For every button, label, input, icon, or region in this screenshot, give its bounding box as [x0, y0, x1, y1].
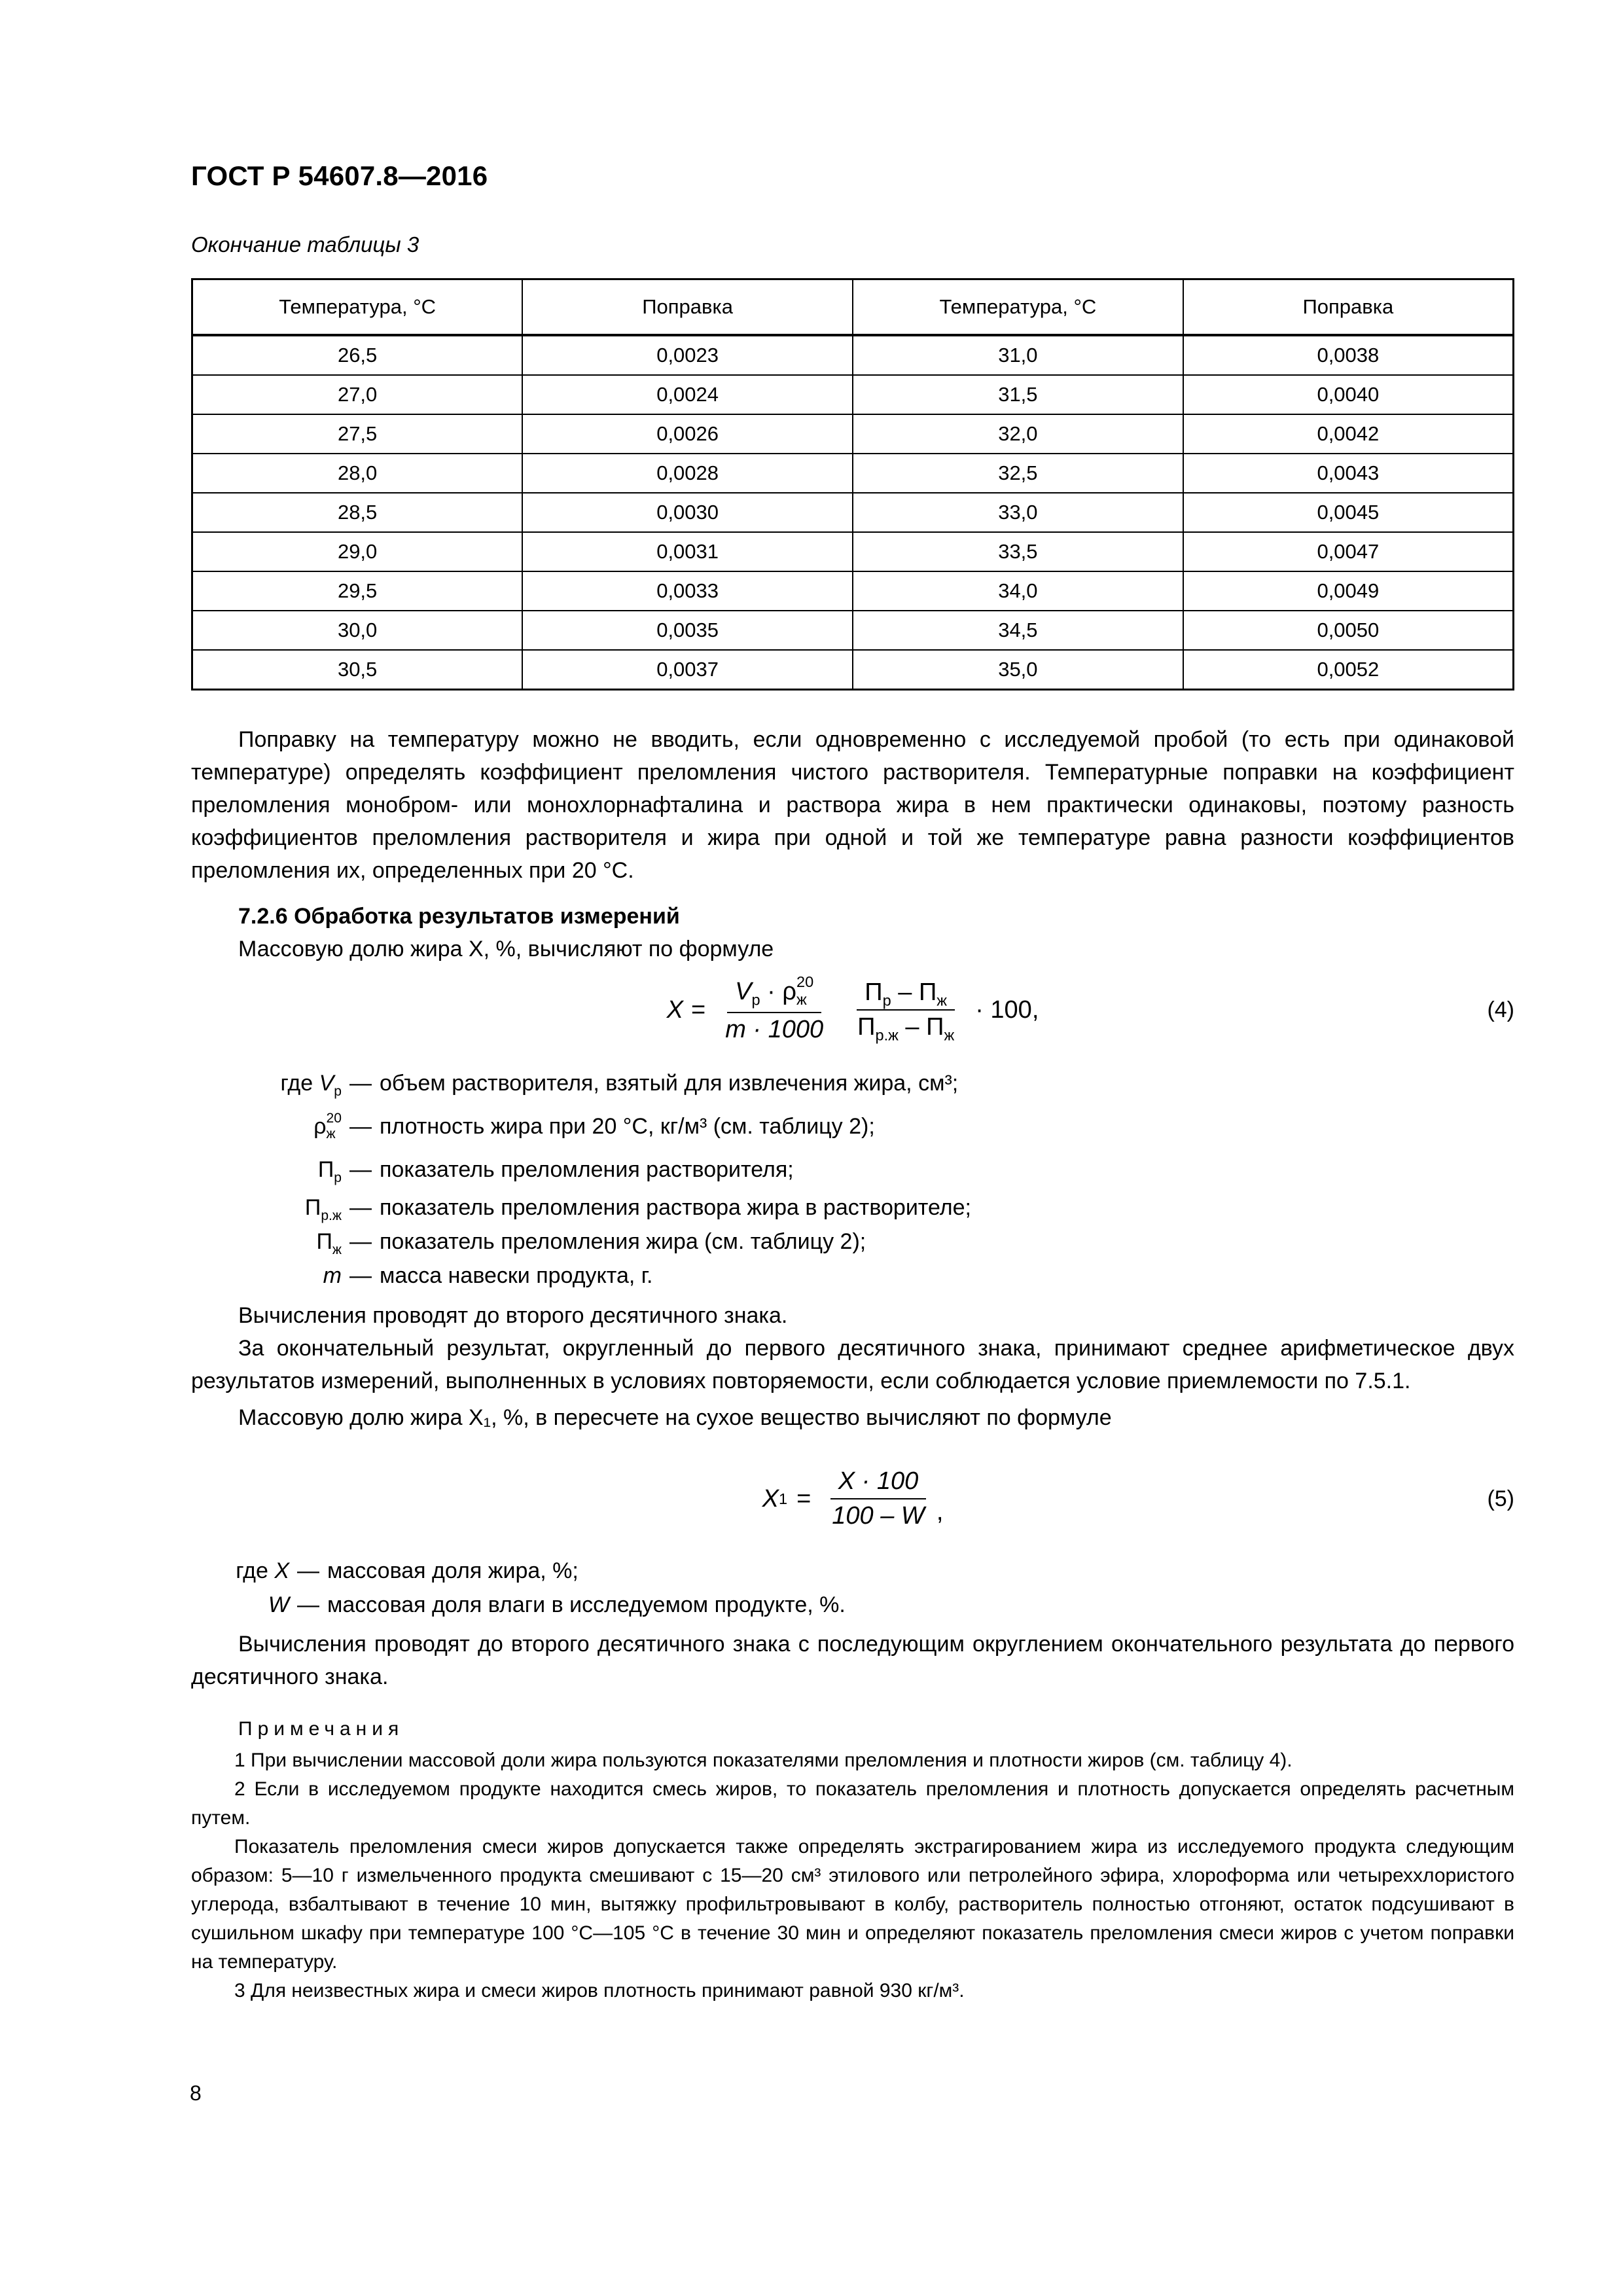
cell-correction-1: 0,0030 [522, 493, 853, 532]
formula-4-fraction-1 [717, 973, 831, 1044]
symbol-p-subscript: р [334, 1170, 342, 1185]
cell-correction-2: 0,0043 [1183, 454, 1514, 493]
table-header-row [192, 279, 1514, 336]
var-p-rzh: П [857, 1013, 876, 1041]
formula-4-block [191, 973, 1514, 1045]
cell-temperature-2: 33,5 [853, 532, 1183, 571]
cell-correction-2: 0,0042 [1183, 414, 1514, 454]
var-rho-supsub [796, 975, 813, 1007]
definition-dash: — [349, 1157, 372, 1182]
cell-correction-1: 0,0031 [522, 532, 853, 571]
definition-symbol-x [191, 1554, 289, 1587]
definition-row-pzh [191, 1225, 1514, 1258]
rounding-note-2: Вычисления проводят до второго десятичного знака с последующим округлением окончательного результата до первого десятичного знака. [191, 1632, 1514, 1689]
var-p-zh-2-subscript: ж [944, 1027, 955, 1045]
cell-temperature-1: 29,0 [192, 532, 523, 571]
gde-label-2: где [236, 1558, 275, 1583]
definition-row-w [191, 1588, 1514, 1621]
table-row [192, 454, 1514, 493]
temperature-correction-table [191, 278, 1514, 691]
definition-dash: — [297, 1558, 319, 1583]
cell-correction-2: 0,0038 [1183, 335, 1514, 375]
cell-temperature-1: 28,0 [192, 454, 523, 493]
cell-correction-1: 0,0037 [522, 650, 853, 690]
cell-temperature-1: 30,0 [192, 611, 523, 650]
cell-correction-1: 0,0028 [522, 454, 853, 493]
cell-temperature-1: 27,0 [192, 375, 523, 414]
symbol-p-2: П [304, 1195, 321, 1220]
symbol-v: V [319, 1071, 334, 1096]
definition-dash: — [349, 1114, 372, 1139]
symbol-rho-superscript: 20 [326, 1111, 342, 1126]
table-row [192, 414, 1514, 454]
formula-5-lhs: X [762, 1484, 779, 1513]
symbol-x: X [274, 1558, 289, 1583]
var-rho: ρ [782, 978, 796, 1005]
formula-4-fraction-1-denominator [717, 1013, 831, 1044]
cell-correction-1: 0,0026 [522, 414, 853, 454]
formula-4-equals: = [690, 996, 706, 1024]
definition-symbol-v [191, 1067, 342, 1100]
definition-text-rho: плотность жира при 20 °С, кг/м³ (см. таблицу 2); [380, 1114, 875, 1139]
minus-sign-num: – [898, 978, 912, 1007]
definition-symbol-w [191, 1588, 289, 1621]
var-v: V [735, 978, 752, 1005]
final-result-paragraph: За окончательный результат, округленный до первого десятичного знака, принимают среднее арифметическое двух результатов измерений, выполненных в условиях повторяемости, если соблюдается условие приемлемости по 7.5.1. [191, 1336, 1514, 1393]
definition-dash: — [349, 1071, 372, 1096]
temperature-correction-table-wrapper [191, 278, 1514, 691]
note-item-2: 2 Если в исследуемом продукте находится смесь жиров, то показатель преломления и плотность допускается определять расчетным путем. [191, 1778, 1514, 1829]
definition-text-v: объем растворителя, взятый для извлечения жира, см³; [380, 1071, 959, 1096]
note-item-1: 1 При вычислении массовой доли жира пользуются показателями преломления и плотности жиров (см. таблицу 4). [234, 1749, 1293, 1771]
definition-row-v [191, 1067, 1514, 1100]
var-p-zh-subscript: ж [936, 992, 948, 1010]
cell-temperature-1: 29,5 [192, 571, 523, 611]
formula-4-tail: · 100, [975, 996, 1039, 1024]
definition-row-rho [191, 1110, 1514, 1143]
symbol-w: W [268, 1592, 289, 1617]
denominator-m-1000: m · 1000 [725, 1015, 824, 1043]
cell-correction-1: 0,0023 [522, 335, 853, 375]
page-number: 8 [190, 2081, 202, 2105]
table-header [192, 279, 1514, 336]
formula-5-definitions-block [191, 1554, 1514, 1623]
table-row [192, 571, 1514, 611]
table-row [192, 611, 1514, 650]
definition-dash: — [349, 1229, 372, 1254]
definition-text-prz: показатель преломления раствора жира в растворителе; [380, 1195, 971, 1220]
minus-sign-den: – [905, 1013, 919, 1041]
cell-temperature-2: 32,5 [853, 454, 1183, 493]
definition-dash: — [297, 1592, 319, 1617]
definition-symbol-pr [191, 1153, 342, 1186]
definition-text-w: массовая доля влаги в исследуемом продукте, %. [327, 1592, 846, 1617]
definition-symbol-m [191, 1259, 342, 1292]
formula-4-definitions-block [191, 1067, 1514, 1293]
cell-temperature-2: 31,0 [853, 335, 1183, 375]
var-rho-superscript: 20 [796, 973, 814, 991]
cell-correction-2: 0,0052 [1183, 650, 1514, 690]
definition-symbol-rho [191, 1110, 342, 1143]
intro-paragraph-block [191, 723, 1514, 887]
definition-row-x [191, 1554, 1514, 1587]
cell-temperature-2: 34,0 [853, 571, 1183, 611]
definition-text-x: массовая доля жира, %; [327, 1558, 579, 1583]
cell-temperature-2: 32,0 [853, 414, 1183, 454]
rounding-note-1: Вычисления проводят до второго десятичного знака. [238, 1303, 788, 1328]
cell-correction-2: 0,0049 [1183, 571, 1514, 611]
symbol-p-3-subscript: ж [332, 1242, 342, 1257]
var-rho-subscript: ж [796, 990, 807, 1008]
formula-5-row [191, 1467, 1514, 1530]
definition-row-m [191, 1259, 1514, 1292]
cell-temperature-1: 30,5 [192, 650, 523, 690]
symbol-rho: ρ [313, 1114, 327, 1139]
formula-4-fraction-2-numerator [857, 978, 955, 1011]
formula-5-tail: , [936, 1498, 944, 1526]
formula-5-denominator: 100 – W [832, 1502, 925, 1530]
cell-correction-1: 0,0035 [522, 611, 853, 650]
table-caption: Окончание таблицы 3 [191, 232, 419, 257]
intro-paragraph: Поправку на температуру можно не вводить, если одновременно с исследуемой пробой (то есть при одинаковой температуре) определять коэффициент преломления чистого растворителя. Температурные поправки на коэффициент преломления монобром- или монохлорнафталина и раствора жира в нем практически одинаковы, поэтому разность коэффициентов преломления растворителя и жира при одной и той же температуре равна разности коэффициентов преломления их, определенных при 20 °С. [191, 727, 1514, 883]
formula-4 [666, 973, 1039, 1045]
symbol-rho-supsub [327, 1111, 342, 1141]
post-definitions-block [191, 1299, 1514, 1434]
table-row [192, 375, 1514, 414]
var-p-rzh-subscript: р.ж [875, 1027, 899, 1045]
formula-4-row [191, 973, 1514, 1045]
column-header-correction-2: Поправка [1183, 279, 1514, 336]
cell-temperature-1: 28,5 [192, 493, 523, 532]
cell-correction-2: 0,0050 [1183, 611, 1514, 650]
formula-5-number: (5) [1487, 1486, 1514, 1511]
symbol-p-3: П [316, 1229, 332, 1254]
definition-text-m: масса навески продукта, г. [380, 1263, 653, 1288]
table-row [192, 650, 1514, 690]
formula-4-definitions [191, 1067, 1514, 1292]
symbol-rho-subscript: ж [326, 1126, 336, 1141]
column-header-temperature-1: Температура, °С [192, 279, 523, 336]
formula-5-fraction [824, 1467, 933, 1530]
definition-symbol-pzh [191, 1225, 342, 1258]
symbol-v-subscript: р [334, 1083, 342, 1099]
cell-correction-2: 0,0047 [1183, 532, 1514, 571]
formula-4-fraction-1-numerator [727, 973, 821, 1013]
cell-temperature-1: 27,5 [192, 414, 523, 454]
extraction-paragraph: Показатель преломления смеси жиров допускается также определять экстрагированием жира из исследуемого продукта следующим образом: 5—10 г измельченного продукта смешивают с 15—20 см³ этилового или петролейного эфира, хлороформа или четыреххлористого углерода, взбалтывают в течение 10 мин, вытяжку профильтровывают в колбу, растворитель полностью отгоняют, остаток подсушивают в сушильном шкафу при температуре 100 °С—105 °С в течение 30 мин и определяют показатель преломления смеси жиров с учетом поправки на температуру. [191, 1836, 1514, 1973]
definition-row-prz [191, 1191, 1514, 1224]
formula-4-lhs: X [666, 996, 683, 1024]
table-row [192, 493, 1514, 532]
definition-dash: — [349, 1195, 372, 1220]
var-p-r-subscript: р [882, 992, 891, 1010]
var-v-subscript: р [751, 991, 760, 1009]
cell-temperature-2: 31,5 [853, 375, 1183, 414]
cell-correction-1: 0,0024 [522, 375, 853, 414]
symbol-p-2-subscript: р.ж [321, 1208, 342, 1223]
note-item-3: 3 Для неизвестных жира и смеси жиров плотность принимают равной 930 кг/м³. [234, 1980, 965, 2001]
gde-label: где [280, 1071, 319, 1096]
notes-section [191, 1715, 1514, 2005]
formula-4-number: (4) [1487, 997, 1514, 1022]
section-7-2-6-block [191, 900, 1514, 965]
multiply-dot: · [767, 978, 776, 1005]
formula-4-fraction-2 [849, 978, 962, 1045]
definition-text-pzh: показатель преломления жира (см. таблицу 2); [380, 1229, 866, 1254]
cell-temperature-2: 33,0 [853, 493, 1183, 532]
formula-5-block [191, 1467, 1514, 1530]
cell-temperature-1: 26,5 [192, 335, 523, 375]
cell-correction-1: 0,0033 [522, 571, 853, 611]
formula-5-definitions [191, 1554, 1514, 1621]
table-row [192, 532, 1514, 571]
cell-correction-2: 0,0045 [1183, 493, 1514, 532]
definition-row-pr [191, 1153, 1514, 1186]
standard-identifier: ГОСТ Р 54607.8—2016 [191, 160, 488, 191]
notes-block [191, 1715, 1514, 2005]
definition-symbol-prz [191, 1191, 342, 1224]
formula-4-intro: Массовую долю жира Х, %, вычисляют по формуле [238, 937, 774, 961]
formula-5-equals: = [796, 1484, 812, 1513]
formula-5-numerator: X · 100 [830, 1467, 927, 1499]
var-p-zh: П [918, 978, 937, 1007]
table-body [192, 335, 1514, 690]
column-header-temperature-2: Температура, °С [853, 279, 1183, 336]
column-header-correction-1: Поправка [522, 279, 853, 336]
cell-temperature-2: 35,0 [853, 650, 1183, 690]
cell-correction-2: 0,0040 [1183, 375, 1514, 414]
definition-dash: — [349, 1263, 372, 1288]
var-p-r: П [865, 978, 883, 1007]
formula-5-intro: Массовую долю жира Х₁, %, в пересчете на сухое вещество вычисляют по формуле [238, 1405, 1112, 1430]
formula-4-fraction-2-denominator [849, 1011, 962, 1045]
definition-text-pr: показатель преломления растворителя; [380, 1157, 794, 1182]
formula-5: X 1 = $\frac{X \cdot 100}{100 - W}$ , [762, 1467, 944, 1530]
post-formula-5-block [191, 1628, 1514, 1693]
notes-title: Примечания [238, 1718, 404, 1740]
symbol-m: m [323, 1263, 342, 1288]
cell-temperature-2: 34,5 [853, 611, 1183, 650]
section-heading: 7.2.6 Обработка результатов измерений [238, 904, 680, 929]
symbol-p: П [317, 1157, 334, 1182]
table-row [192, 335, 1514, 375]
var-p-zh-2: П [926, 1013, 944, 1041]
